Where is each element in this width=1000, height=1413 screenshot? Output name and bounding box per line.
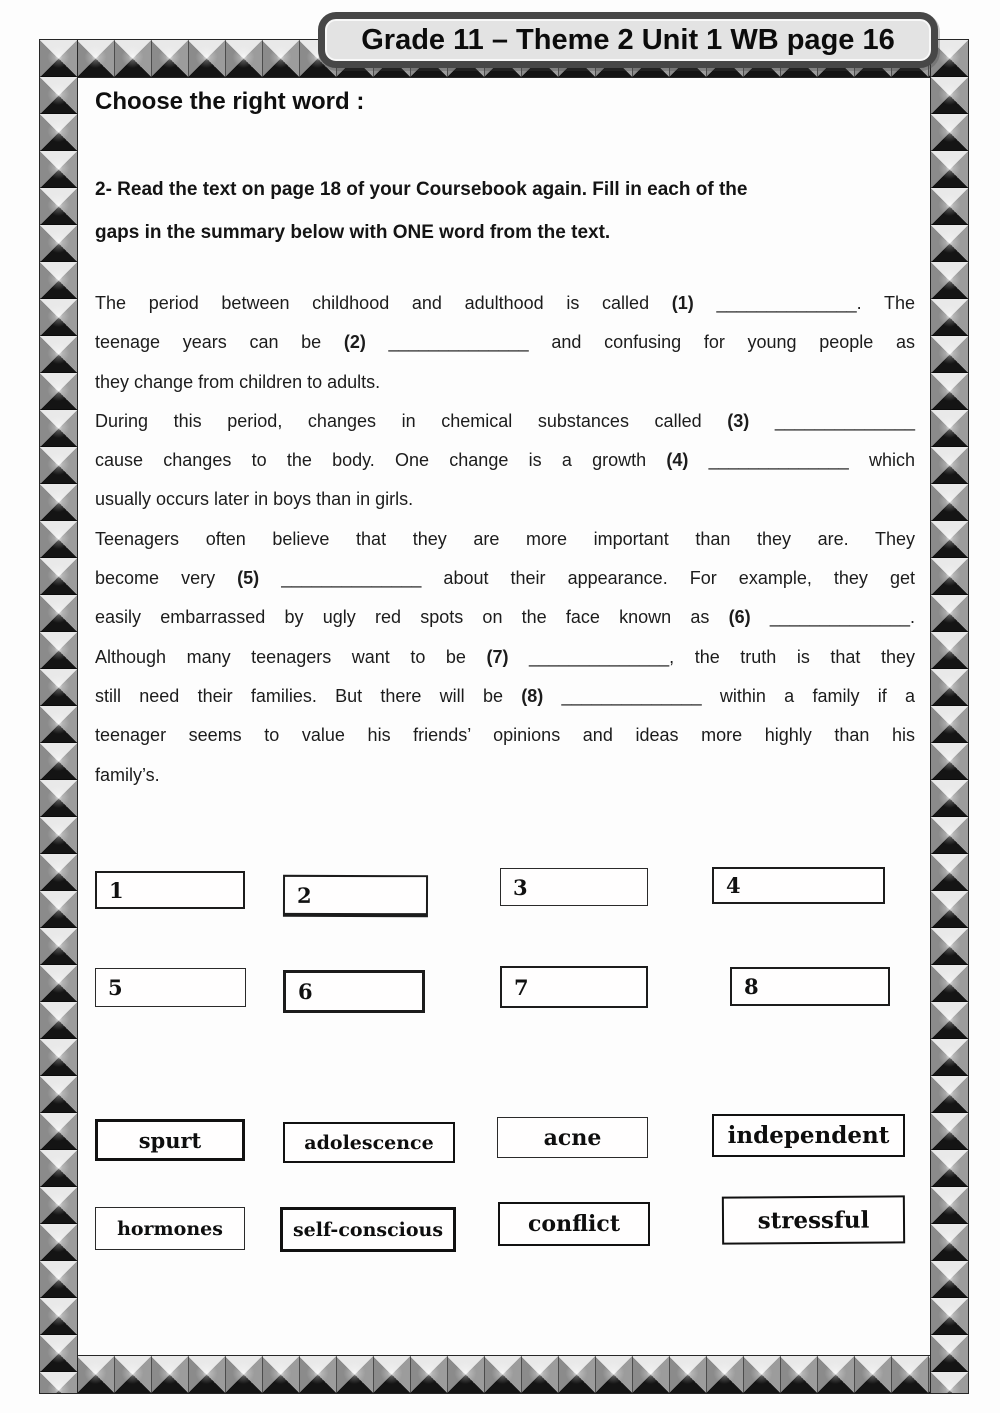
- answer-box-7[interactable]: [500, 966, 648, 1008]
- answer-input-6[interactable]: [313, 973, 422, 1010]
- passage-line: [95, 598, 915, 637]
- passage-text: Although many teenagers want to be: [95, 646, 487, 667]
- answer-box-number: 8: [744, 974, 759, 999]
- word-bank-item-acne: [497, 1117, 648, 1158]
- word-bank-label: self-conscious: [292, 1218, 444, 1241]
- title-banner: [318, 12, 938, 68]
- passage-line: [95, 284, 915, 323]
- word-bank-item-stressful: [722, 1195, 905, 1244]
- word-bank-label: adolescence: [304, 1131, 434, 1154]
- summary-passage: [95, 284, 915, 795]
- word-bank-label: hormones: [117, 1217, 223, 1240]
- instruction-line-2: gaps in the summary below with ONE word from the text.: [95, 222, 611, 243]
- gap-number: (7): [486, 646, 509, 667]
- word-bank-item-self-conscious: [280, 1207, 456, 1252]
- passage-text: ______________, the truth is that they: [508, 646, 915, 667]
- passage-line: [95, 520, 915, 559]
- decorative-border-bottom: [40, 1356, 968, 1393]
- answer-box-number: 2: [296, 882, 312, 908]
- passage-text: easily embarrassed by ugly red spots on the face known as: [95, 607, 729, 628]
- passage-line: [95, 677, 915, 716]
- word-bank-label: acne: [543, 1124, 602, 1151]
- task-instructions: [95, 168, 905, 254]
- answer-box-number: 1: [109, 877, 124, 903]
- passage-text: cause changes to the body. One change is a growth: [95, 450, 667, 471]
- gap-number: (6): [728, 607, 751, 628]
- answer-box-3[interactable]: [500, 868, 648, 906]
- answer-input-3[interactable]: [528, 869, 647, 905]
- passage-text: teenager seems to value his friends’ opinions and ideas more highly than his: [95, 725, 915, 746]
- passage-text: still need their families. But there will be: [95, 685, 522, 706]
- word-bank-item-conflict: [498, 1202, 650, 1246]
- answer-box-number: 5: [108, 975, 123, 1000]
- answer-box-6[interactable]: [283, 970, 425, 1013]
- passage-text: ______________ about their appearance. For example, they get: [259, 568, 916, 589]
- word-bank-item-independent: [712, 1114, 905, 1157]
- worksheet-title: Grade 11 – Theme 2 Unit 1 WB page 16: [361, 23, 895, 56]
- answer-input-7[interactable]: [529, 968, 646, 1006]
- answer-box-number: 3: [513, 874, 528, 900]
- passage-line: [95, 559, 915, 598]
- passage-text: The period between childhood and adulthood is called: [95, 293, 672, 313]
- passage-text: ______________ within a family if a: [543, 685, 915, 706]
- passage-text: ______________ and confusing for young people as: [365, 332, 915, 353]
- passage-line: [95, 323, 915, 362]
- passage-text: ______________. The: [693, 293, 915, 313]
- passage-text: become very: [95, 568, 238, 589]
- answer-box-number: 4: [726, 873, 741, 898]
- answer-box-5[interactable]: [95, 968, 246, 1007]
- word-bank-item-hormones: [95, 1207, 245, 1250]
- passage-line: [95, 716, 915, 755]
- passage-text: family’s.: [95, 764, 160, 785]
- answer-input-5[interactable]: [123, 969, 245, 1006]
- instruction-line-1: 2- Read the text on page 18 of your Coursebook again. Fill in each of the: [95, 179, 748, 200]
- answer-input-1[interactable]: [124, 873, 243, 907]
- answer-input-4[interactable]: [741, 869, 883, 902]
- answer-box-1[interactable]: [95, 871, 245, 909]
- word-bank-label: spurt: [138, 1127, 202, 1153]
- passage-text: ______________.: [750, 607, 915, 628]
- passage-text: usually occurs later in boys than in girls.: [95, 489, 414, 510]
- section-heading: Choose the right word :: [95, 88, 365, 115]
- passage-line: [95, 402, 915, 441]
- gap-number: (8): [521, 685, 544, 706]
- gap-number: (1): [671, 293, 694, 313]
- word-bank-label: independent: [727, 1122, 890, 1149]
- word-bank-label: stressful: [757, 1206, 870, 1234]
- word-bank-item-adolescence: [283, 1122, 455, 1163]
- passage-text: During this period, changes in chemical substances called: [95, 410, 728, 431]
- answer-box-2[interactable]: [283, 875, 428, 917]
- gap-number: (3): [727, 410, 750, 431]
- passage-text: teenage years can be: [95, 332, 344, 353]
- answer-box-4[interactable]: [712, 867, 885, 904]
- answer-input-2[interactable]: [312, 877, 426, 913]
- passage-line: [95, 441, 915, 480]
- gap-number: (5): [237, 568, 260, 589]
- decorative-border-right: [931, 40, 968, 1393]
- answer-box-8[interactable]: [730, 967, 890, 1006]
- answer-box-number: 6: [298, 979, 313, 1004]
- passage-line: [95, 363, 915, 402]
- word-bank-label: conflict: [528, 1211, 620, 1237]
- gap-number: (4): [666, 450, 689, 471]
- word-bank-item-spurt: [95, 1119, 245, 1161]
- passage-text: ______________ which: [688, 450, 915, 471]
- passage-text: ______________: [749, 410, 915, 431]
- gap-number: (2): [343, 332, 366, 353]
- passage-text: they change from children to adults.: [95, 371, 381, 392]
- passage-line: [95, 480, 915, 519]
- passage-line: [95, 638, 915, 677]
- decorative-border-left: [40, 40, 77, 1393]
- answer-input-8[interactable]: [759, 969, 888, 1004]
- passage-text: Teenagers often believe that they are more important than they are. They: [95, 528, 915, 549]
- passage-line: [95, 756, 915, 795]
- answer-box-number: 7: [514, 974, 529, 1000]
